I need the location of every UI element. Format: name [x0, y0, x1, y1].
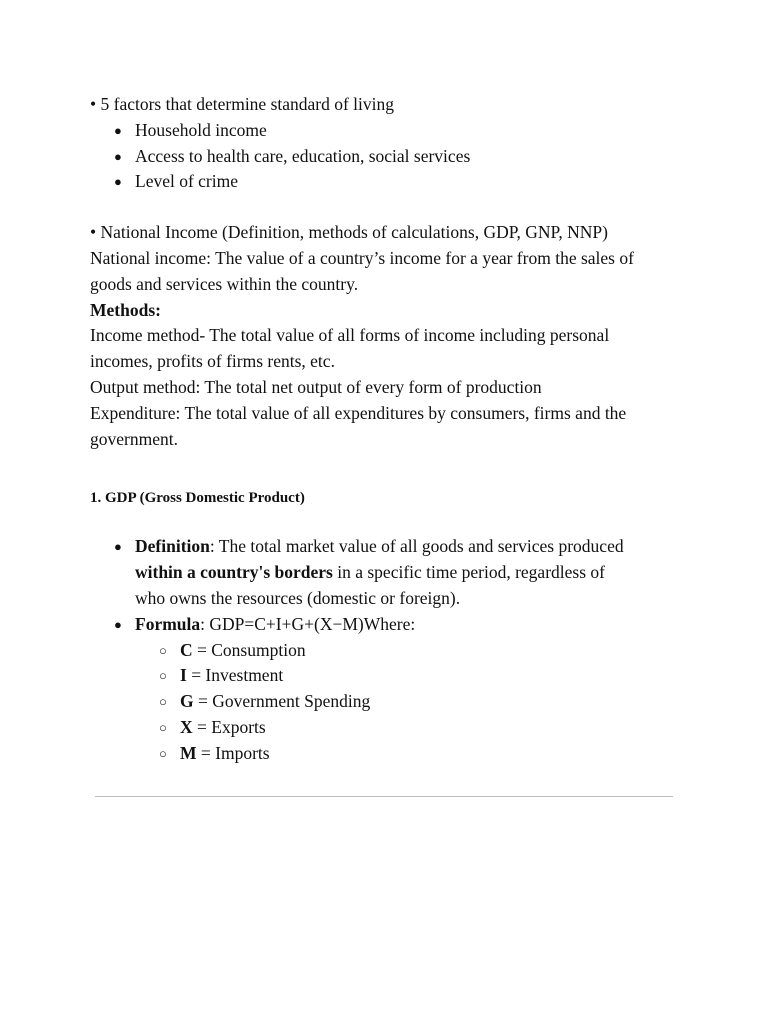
national-income-definition-line-2: goods and services within the country. [90, 273, 359, 294]
hollow-bullet-icon: ○ [159, 719, 167, 735]
hollow-bullet-icon: ○ [159, 642, 167, 658]
variable-symbol: I [180, 665, 187, 686]
income-method-line-2: incomes, profits of firms rents, etc. [90, 351, 335, 372]
gdp-definition-item [90, 534, 690, 560]
expenditure-line-1: Expenditure: The total value of all expenditures by consumers, firms and the [90, 402, 627, 423]
variable-meaning: = Imports [196, 742, 270, 763]
variable-symbol: M [180, 742, 197, 763]
bullet-icon: ● [114, 148, 122, 164]
definition-label: Definition [135, 536, 210, 557]
output-method: Output method: The total net output of every form of production [90, 376, 542, 397]
bullet-icon: ● [114, 122, 122, 138]
list-item [90, 144, 690, 170]
hollow-bullet-icon: ○ [159, 745, 167, 761]
bullet-icon: ● [114, 616, 122, 632]
variable-meaning: = Exports [192, 716, 266, 737]
gdp-definition-continuation [90, 560, 690, 586]
list-item [90, 118, 690, 144]
list-item [90, 638, 690, 664]
variable-meaning: = Consumption [192, 639, 306, 660]
list-item [90, 663, 690, 689]
list-item-text: Access to health care, education, social services [135, 145, 471, 166]
document-body [90, 92, 690, 767]
list-item [90, 689, 690, 715]
bullet-icon: ● [114, 174, 122, 190]
methods-label: Methods: [90, 299, 161, 320]
list-item-text: Household income [135, 119, 267, 140]
hollow-bullet-icon: ○ [159, 694, 167, 710]
expenditure-line-2: government. [90, 428, 178, 449]
national-income-title: • National Income (Definition, methods of calculations, GDP, GNP, NNP) [90, 222, 608, 243]
gdp-formula-item [90, 612, 690, 638]
standard-of-living-title: • 5 factors that determine standard of living [90, 94, 395, 114]
income-method-line-1: Income method- The total value of all forms of income including personal [90, 325, 610, 346]
horizontal-divider [95, 796, 673, 797]
formula-text: : GDP=C+I+G+(X−M)Where: [200, 613, 416, 634]
bullet-icon: ● [114, 539, 122, 555]
definition-text-2: in a specific time period, regardless of [332, 562, 605, 583]
formula-label: Formula [135, 613, 201, 634]
variable-meaning: = Investment [186, 665, 284, 686]
list-item [90, 715, 690, 741]
list-item-text: Level of crime [135, 171, 239, 192]
list-item [90, 741, 690, 767]
gdp-heading: 1. GDP (Gross Domestic Product) [90, 490, 305, 507]
definition-text-1: : The total market value of all goods and services produced [209, 536, 624, 557]
definition-text-3: who owns the resources (domestic or foreign). [135, 587, 461, 608]
list-item [90, 169, 690, 195]
gdp-definition-continuation [90, 586, 690, 612]
hollow-bullet-icon: ○ [159, 668, 167, 684]
variable-symbol: C [180, 639, 193, 660]
variable-symbol: X [180, 716, 193, 737]
variable-meaning: = Government Spending [193, 691, 371, 712]
national-income-definition-line-1: National income: The value of a country’s income for a year from the sales of [90, 247, 634, 268]
variable-symbol: G [180, 691, 194, 712]
definition-emphasis: within a country's borders [135, 562, 333, 583]
